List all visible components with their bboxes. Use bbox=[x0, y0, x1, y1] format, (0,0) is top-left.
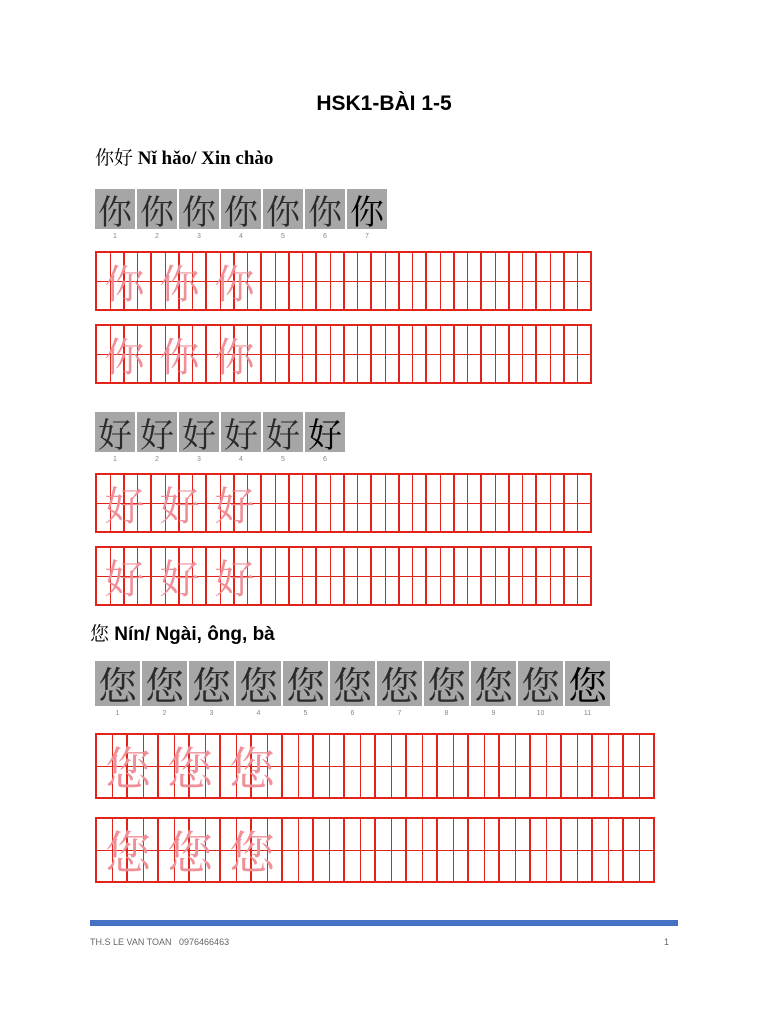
section-heading-nin bbox=[90, 619, 275, 646]
trace-character: 您 bbox=[229, 826, 275, 880]
stroke-step bbox=[283, 661, 328, 717]
stroke-glyph: 您 bbox=[95, 661, 140, 706]
stroke-glyph: 您 bbox=[236, 661, 281, 706]
trace-character: 你 bbox=[104, 261, 145, 308]
stroke-number: 6 bbox=[323, 456, 327, 463]
stroke-number: 2 bbox=[155, 233, 159, 240]
stroke-step bbox=[221, 189, 261, 240]
practice-cell[interactable] bbox=[376, 735, 407, 797]
practice-cell[interactable] bbox=[345, 548, 373, 604]
practice-cell[interactable] bbox=[565, 475, 593, 531]
stroke-glyph: 好 bbox=[95, 412, 135, 452]
practice-cell[interactable] bbox=[290, 253, 318, 309]
stroke-glyph: 您 bbox=[565, 661, 610, 706]
stroke-number: 2 bbox=[162, 710, 167, 717]
practice-cell[interactable] bbox=[372, 253, 400, 309]
practice-cell[interactable] bbox=[427, 253, 455, 309]
stroke-glyph: 你 bbox=[263, 189, 303, 229]
practice-grid-nin-1 bbox=[95, 733, 655, 799]
stroke-number: 3 bbox=[197, 456, 201, 463]
trace-character: 好 bbox=[159, 556, 200, 603]
practice-cell[interactable] bbox=[314, 819, 345, 881]
stroke-number: 6 bbox=[323, 233, 327, 240]
stroke-order-row-nin bbox=[95, 661, 610, 717]
practice-cell[interactable] bbox=[407, 819, 438, 881]
stroke-number: 7 bbox=[365, 233, 369, 240]
practice-cell[interactable] bbox=[500, 735, 531, 797]
stroke-step bbox=[95, 661, 140, 717]
practice-cell[interactable] bbox=[376, 819, 407, 881]
practice-cell[interactable] bbox=[438, 735, 469, 797]
footer-divider bbox=[90, 920, 678, 926]
stroke-number: 1 bbox=[115, 710, 120, 717]
practice-grid-ni-1 bbox=[95, 251, 592, 311]
practice-cell[interactable] bbox=[531, 819, 562, 881]
practice-cell[interactable] bbox=[455, 548, 483, 604]
practice-grid-hao-1 bbox=[95, 473, 592, 533]
stroke-step bbox=[95, 412, 135, 463]
trace-character: 你 bbox=[104, 334, 145, 381]
practice-cell[interactable] bbox=[565, 548, 593, 604]
practice-cell[interactable] bbox=[317, 326, 345, 382]
stroke-glyph: 你 bbox=[179, 189, 219, 229]
stroke-glyph: 你 bbox=[221, 189, 261, 229]
practice-cell[interactable] bbox=[624, 735, 655, 797]
stroke-glyph: 你 bbox=[347, 189, 387, 229]
practice-cell[interactable] bbox=[562, 735, 593, 797]
stroke-step bbox=[95, 189, 135, 240]
practice-cell[interactable] bbox=[345, 253, 373, 309]
stroke-step bbox=[518, 661, 563, 717]
trace-character: 您 bbox=[105, 742, 151, 796]
stroke-number: 5 bbox=[303, 710, 308, 717]
practice-cell[interactable] bbox=[345, 326, 373, 382]
practice-cell[interactable] bbox=[262, 253, 290, 309]
practice-cell[interactable] bbox=[500, 819, 531, 881]
stroke-glyph: 你 bbox=[95, 189, 135, 229]
practice-cell[interactable] bbox=[537, 326, 565, 382]
stroke-glyph: 您 bbox=[142, 661, 187, 706]
stroke-number: 5 bbox=[281, 233, 285, 240]
trace-character: 您 bbox=[229, 742, 275, 796]
practice-cell[interactable] bbox=[482, 326, 510, 382]
practice-cell[interactable] bbox=[400, 475, 428, 531]
stroke-step bbox=[221, 412, 261, 463]
stroke-glyph: 你 bbox=[305, 189, 345, 229]
practice-cell[interactable] bbox=[537, 253, 565, 309]
document-title: HSK1-BÀI 1-5 bbox=[316, 92, 452, 115]
trace-character: 好 bbox=[104, 556, 145, 603]
practice-cell[interactable] bbox=[372, 475, 400, 531]
practice-cell[interactable] bbox=[510, 475, 538, 531]
stroke-number: 1 bbox=[113, 233, 117, 240]
practice-cell[interactable] bbox=[531, 735, 562, 797]
trace-character: 你 bbox=[159, 334, 200, 381]
practice-cell[interactable] bbox=[482, 548, 510, 604]
practice-cell[interactable] bbox=[345, 475, 373, 531]
practice-cell[interactable] bbox=[400, 253, 428, 309]
stroke-step bbox=[305, 412, 345, 463]
practice-cell[interactable] bbox=[400, 326, 428, 382]
stroke-order-row-hao bbox=[95, 412, 345, 463]
stroke-glyph: 好 bbox=[263, 412, 303, 452]
stroke-glyph: 您 bbox=[518, 661, 563, 706]
stroke-number: 4 bbox=[239, 233, 243, 240]
practice-cell[interactable] bbox=[283, 819, 314, 881]
practice-cell[interactable] bbox=[562, 819, 593, 881]
stroke-glyph: 您 bbox=[377, 661, 422, 706]
practice-cell[interactable] bbox=[537, 475, 565, 531]
practice-cell[interactable] bbox=[469, 819, 500, 881]
practice-cell[interactable] bbox=[455, 326, 483, 382]
practice-cell[interactable] bbox=[317, 548, 345, 604]
stroke-step bbox=[377, 661, 422, 717]
stroke-step bbox=[263, 189, 303, 240]
practice-cell[interactable] bbox=[372, 548, 400, 604]
practice-cell[interactable] bbox=[455, 253, 483, 309]
practice-cell[interactable] bbox=[565, 253, 593, 309]
stroke-step bbox=[347, 189, 387, 240]
stroke-number: 4 bbox=[256, 710, 261, 717]
stroke-number: 9 bbox=[491, 710, 496, 717]
stroke-number: 2 bbox=[155, 456, 159, 463]
stroke-number: 5 bbox=[281, 456, 285, 463]
trace-character: 你 bbox=[214, 261, 255, 308]
trace-character: 好 bbox=[214, 556, 255, 603]
stroke-number: 6 bbox=[350, 710, 355, 717]
practice-cell[interactable] bbox=[407, 735, 438, 797]
practice-cell[interactable] bbox=[510, 548, 538, 604]
stroke-glyph: 好 bbox=[221, 412, 261, 452]
practice-cell[interactable] bbox=[262, 548, 290, 604]
section-hanzi: 你好 bbox=[95, 147, 134, 169]
practice-cell[interactable] bbox=[290, 475, 318, 531]
stroke-step bbox=[330, 661, 375, 717]
stroke-step bbox=[189, 661, 234, 717]
practice-cell[interactable] bbox=[345, 819, 376, 881]
practice-cell[interactable] bbox=[345, 735, 376, 797]
practice-cell[interactable] bbox=[455, 475, 483, 531]
practice-cell[interactable] bbox=[427, 326, 455, 382]
practice-cell[interactable] bbox=[482, 475, 510, 531]
stroke-glyph: 好 bbox=[305, 412, 345, 452]
stroke-number: 8 bbox=[444, 710, 449, 717]
practice-cell[interactable] bbox=[482, 253, 510, 309]
stroke-glyph: 好 bbox=[179, 412, 219, 452]
footer-page-number: 1 bbox=[664, 937, 670, 947]
stroke-step bbox=[142, 661, 187, 717]
trace-character: 好 bbox=[159, 483, 200, 530]
practice-cell[interactable] bbox=[290, 326, 318, 382]
trace-character: 您 bbox=[167, 826, 213, 880]
stroke-glyph: 您 bbox=[283, 661, 328, 706]
footer-author: TH.S LE VAN TOAN 0976466463 bbox=[90, 937, 230, 947]
section-meaning: Nín/ Ngài, ông, bà bbox=[109, 624, 275, 645]
practice-cell[interactable] bbox=[565, 326, 593, 382]
stroke-step bbox=[424, 661, 469, 717]
stroke-number: 11 bbox=[583, 710, 592, 717]
practice-cell[interactable] bbox=[314, 735, 345, 797]
section-hanzi: 您 bbox=[90, 623, 110, 645]
practice-cell[interactable] bbox=[400, 548, 428, 604]
stroke-glyph: 你 bbox=[137, 189, 177, 229]
stroke-order-row-ni bbox=[95, 189, 387, 240]
practice-cell[interactable] bbox=[372, 326, 400, 382]
stroke-number: 10 bbox=[536, 710, 545, 717]
stroke-step bbox=[236, 661, 281, 717]
stroke-glyph: 好 bbox=[137, 412, 177, 452]
practice-grid-nin-2 bbox=[95, 817, 655, 883]
trace-character: 好 bbox=[214, 483, 255, 530]
practice-cell[interactable] bbox=[510, 253, 538, 309]
stroke-glyph: 您 bbox=[330, 661, 375, 706]
practice-cell[interactable] bbox=[283, 735, 314, 797]
stroke-glyph: 您 bbox=[189, 661, 234, 706]
practice-cell[interactable] bbox=[438, 819, 469, 881]
stroke-glyph: 您 bbox=[471, 661, 516, 706]
practice-cell[interactable] bbox=[290, 548, 318, 604]
practice-grid-ni-2 bbox=[95, 324, 592, 384]
practice-cell[interactable] bbox=[262, 326, 290, 382]
practice-cell[interactable] bbox=[427, 548, 455, 604]
stroke-glyph: 您 bbox=[424, 661, 469, 706]
stroke-step bbox=[137, 412, 177, 463]
stroke-step bbox=[137, 189, 177, 240]
stroke-step bbox=[179, 189, 219, 240]
practice-cell[interactable] bbox=[593, 819, 624, 881]
practice-cell[interactable] bbox=[510, 326, 538, 382]
stroke-number: 3 bbox=[209, 710, 214, 717]
trace-character: 好 bbox=[104, 483, 145, 530]
practice-cell[interactable] bbox=[317, 475, 345, 531]
practice-cell[interactable] bbox=[427, 475, 455, 531]
stroke-number: 4 bbox=[239, 456, 243, 463]
section-heading-nihao bbox=[95, 143, 273, 170]
trace-character: 您 bbox=[167, 742, 213, 796]
stroke-number: 1 bbox=[113, 456, 117, 463]
practice-grid-hao-2 bbox=[95, 546, 592, 606]
practice-cell[interactable] bbox=[317, 253, 345, 309]
stroke-step bbox=[565, 661, 610, 717]
stroke-step bbox=[179, 412, 219, 463]
trace-character: 你 bbox=[214, 334, 255, 381]
section-meaning: Nǐ hǎo/ Xin chào bbox=[133, 148, 274, 169]
stroke-step bbox=[471, 661, 516, 717]
stroke-step bbox=[305, 189, 345, 240]
practice-cell[interactable] bbox=[624, 819, 655, 881]
stroke-number: 3 bbox=[197, 233, 201, 240]
stroke-number: 7 bbox=[397, 710, 402, 717]
practice-cell[interactable] bbox=[262, 475, 290, 531]
practice-cell[interactable] bbox=[593, 735, 624, 797]
trace-character: 你 bbox=[159, 261, 200, 308]
practice-cell[interactable] bbox=[537, 548, 565, 604]
stroke-step bbox=[263, 412, 303, 463]
practice-cell[interactable] bbox=[469, 735, 500, 797]
trace-character: 您 bbox=[105, 826, 151, 880]
